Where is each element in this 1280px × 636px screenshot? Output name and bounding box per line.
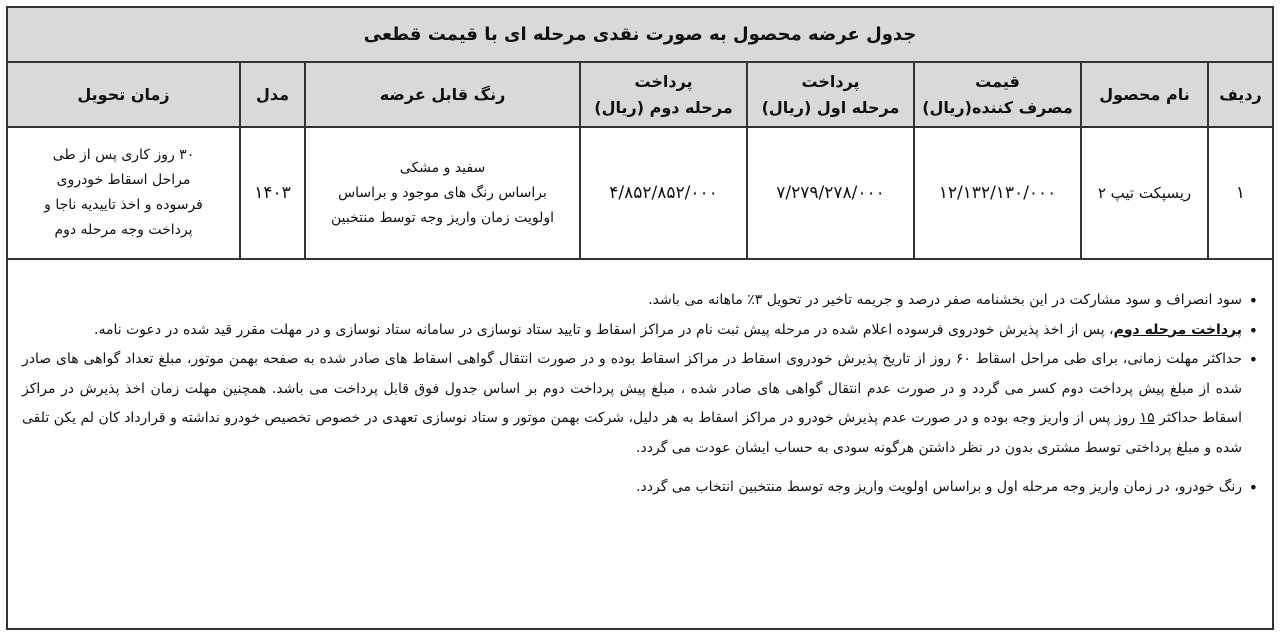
note-interest-penalty: • سود انصراف و سود مشارکت در این بخشنامه صفر درصد و جریمه تاخیر در تحویل ۳٪ ماهانه می باشد. xyxy=(22,286,1258,316)
cell-consumer-price: ۱۲/۱۳۲/۱۳۰/۰۰۰ xyxy=(914,127,1081,259)
table-row xyxy=(8,127,1272,259)
note-second-payment xyxy=(22,316,1258,346)
header-available-color: رنگ قابل عرضه xyxy=(305,63,580,127)
delivery-line3: فرسوده و اخذ تاییدیه ناجا و xyxy=(44,197,203,213)
note-scrapping-days: ۱۵ xyxy=(1139,410,1155,426)
header-price-line1: قیمت xyxy=(975,71,1020,91)
header-delivery-time: زمان تحویل xyxy=(8,63,240,127)
table-title: جدول عرضه محصول به صورت نقدی مرحله ای با قیمت قطعی xyxy=(8,8,1272,63)
color-line3: اولویت زمان واریز وجه توسط منتخبین xyxy=(330,209,555,226)
delivery-line2: مراحل اسقاط خودروی xyxy=(56,172,191,188)
note-second-payment-text: ، پس از اخذ پذیرش خودروی فرسوده اعلام شده در مرحله پیش ثبت نام در مراکز اسقاط و تایید ستاد نوسازی در سامانه ستاد نوسازی و در مهلت مقرر قید شده در دعوت نامه. xyxy=(94,321,1114,338)
header-pay1-line1: پرداخت xyxy=(801,71,860,91)
offer-table-frame xyxy=(6,6,1274,630)
cell-row-index: ۱ xyxy=(1208,127,1272,259)
delivery-line1: ۳۰ روز کاری پس از طی xyxy=(52,147,195,163)
header-model: مدل xyxy=(240,63,305,127)
header-pay2-line2: مرحله دوم (ریال) xyxy=(594,97,733,117)
cell-delivery-time xyxy=(8,127,240,259)
header-pay1-line2: مرحله اول (ریال) xyxy=(761,97,900,117)
note-car-color: • رنگ خودرو، در زمان واریز وجه مرحله اول و براساس اولویت واریز وجه توسط منتخبین انتخاب می گردد. xyxy=(22,473,1258,503)
note-scrapping-text-b: روز پس از واریز وجه بوده و در صورت عدم پذیرش خودرو در مراکز اسقاط به هر دلیل، شرکت بهمن موتور و ستاد نوسازی تعهدی در خصوص تخصیص خودرو نداشته و قرارداد کان لم یکن تلقی شده و مبلغ پرداختی توسط مشتری بدون در نظر داشتن هرگونه سودی به حساب ایشان عودت می گردد. xyxy=(22,410,1242,456)
header-pay2-line1: پرداخت xyxy=(634,71,693,91)
note-scrapping-text-a: حداکثر مهلت زمانی، برای طی مراحل اسقاط ۶۰ روز از تاریخ پذیرش خودروی اسقاط در مراکز اسقاط بوده و در صورت انتقال گواهی اسقاط های صادر شده به صفحه بهمن موتور، مبلغ تعداد گواهی های صادر شده از مبلغ پیش پرداخت دوم کسر می گردد و در صورت عدم انتقال گواهی های صادر شده ، مبلغ پیش پرداخت دوم بر اساس جدول فوق قابل پرداخت می باشد. همچنین مهلت زمان اخذ پذیرش در مراکز اسقاط حداکثر xyxy=(22,351,1243,426)
note-second-payment-title: پرداخت مرحله دوم xyxy=(1113,321,1242,338)
cell-available-color xyxy=(305,127,580,259)
notes-section xyxy=(8,260,1272,503)
header-second-payment xyxy=(580,63,747,127)
delivery-line4: پرداخت وجه مرحله دوم xyxy=(54,222,193,238)
header-product: نام محصول xyxy=(1081,63,1208,127)
header-row-index: ردیف xyxy=(1208,63,1272,127)
header-consumer-price xyxy=(914,63,1081,127)
cell-product-name: ریسپکت تیپ ۲ xyxy=(1081,127,1208,259)
cell-second-payment: ۴/۸۵۲/۸۵۲/۰۰۰ xyxy=(580,127,747,259)
cell-first-payment: ۷/۲۷۹/۲۷۸/۰۰۰ xyxy=(747,127,914,259)
note-scrapping-deadline xyxy=(22,345,1258,463)
cell-model: ۱۴۰۳ xyxy=(240,127,305,259)
color-line2: براساس رنگ های موجود و براساس xyxy=(338,184,547,201)
table-header-row xyxy=(8,63,1272,127)
header-price-line2: مصرف کننده(ریال) xyxy=(922,97,1073,117)
offer-table xyxy=(8,63,1272,260)
header-first-payment xyxy=(747,63,914,127)
notes-list xyxy=(22,286,1258,503)
color-line1: سفید و مشکی xyxy=(399,159,486,176)
